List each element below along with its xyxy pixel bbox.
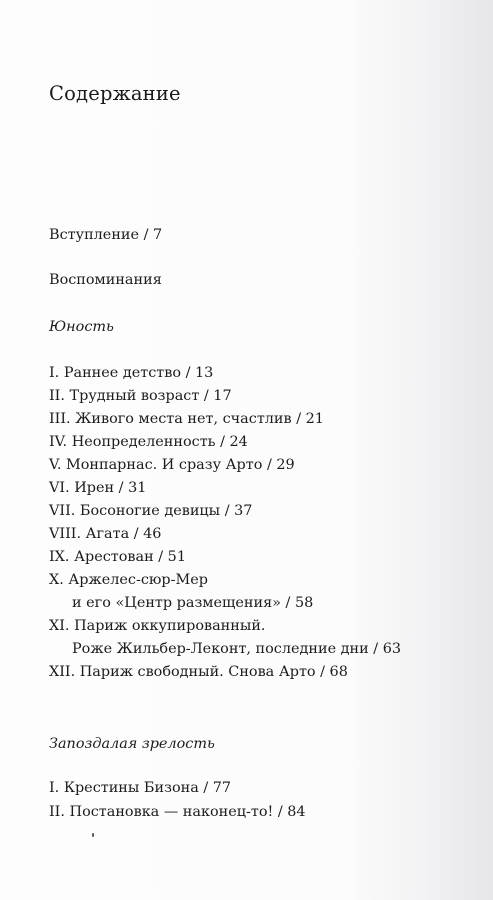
toc-entry: IX. Арестован / 51 [49, 549, 186, 565]
toc-entry: VIII. Агата / 46 [49, 526, 162, 542]
toc-entry: I. Раннее детство / 13 [49, 365, 214, 381]
toc-entry-continuation: и его «Центр размещения» / 58 [72, 595, 314, 611]
toc-entry: IV. Неопределенность / 24 [49, 434, 248, 450]
toc-entry: X. Аржелес-сюр-Мер [49, 572, 208, 588]
toc-entry: II. Трудный возраст / 17 [49, 388, 232, 404]
toc-entry: XI. Париж оккупированный. [49, 618, 266, 634]
toc-entry: I. Крестины Бизона / 77 [49, 780, 232, 796]
toc-entry-intro: Вступление / 7 [49, 227, 163, 243]
toc-entry: VI. Ирен / 31 [49, 480, 147, 496]
toc-entry: III. Живого места нет, счастлив / 21 [49, 411, 324, 427]
toc-entry: V. Монпарнас. И сразу Арто / 29 [49, 457, 295, 473]
ink-speck [92, 833, 94, 837]
subsection-heading-late-maturity: Запоздалая зрелость [49, 736, 215, 752]
toc-entry-continuation: Роже Жильбер-Леконт, последние дни / 63 [72, 641, 402, 657]
section-heading-memoirs: Воспоминания [49, 272, 162, 288]
subsection-heading-youth: Юность [49, 319, 114, 335]
toc-entry: VII. Босоногие девицы / 37 [49, 503, 253, 519]
toc-entry: II. Постановка — наконец-то! / 84 [49, 804, 306, 820]
page-title: Содержание [49, 82, 181, 105]
toc-entry: XII. Париж свободный. Снова Арто / 68 [49, 664, 348, 680]
